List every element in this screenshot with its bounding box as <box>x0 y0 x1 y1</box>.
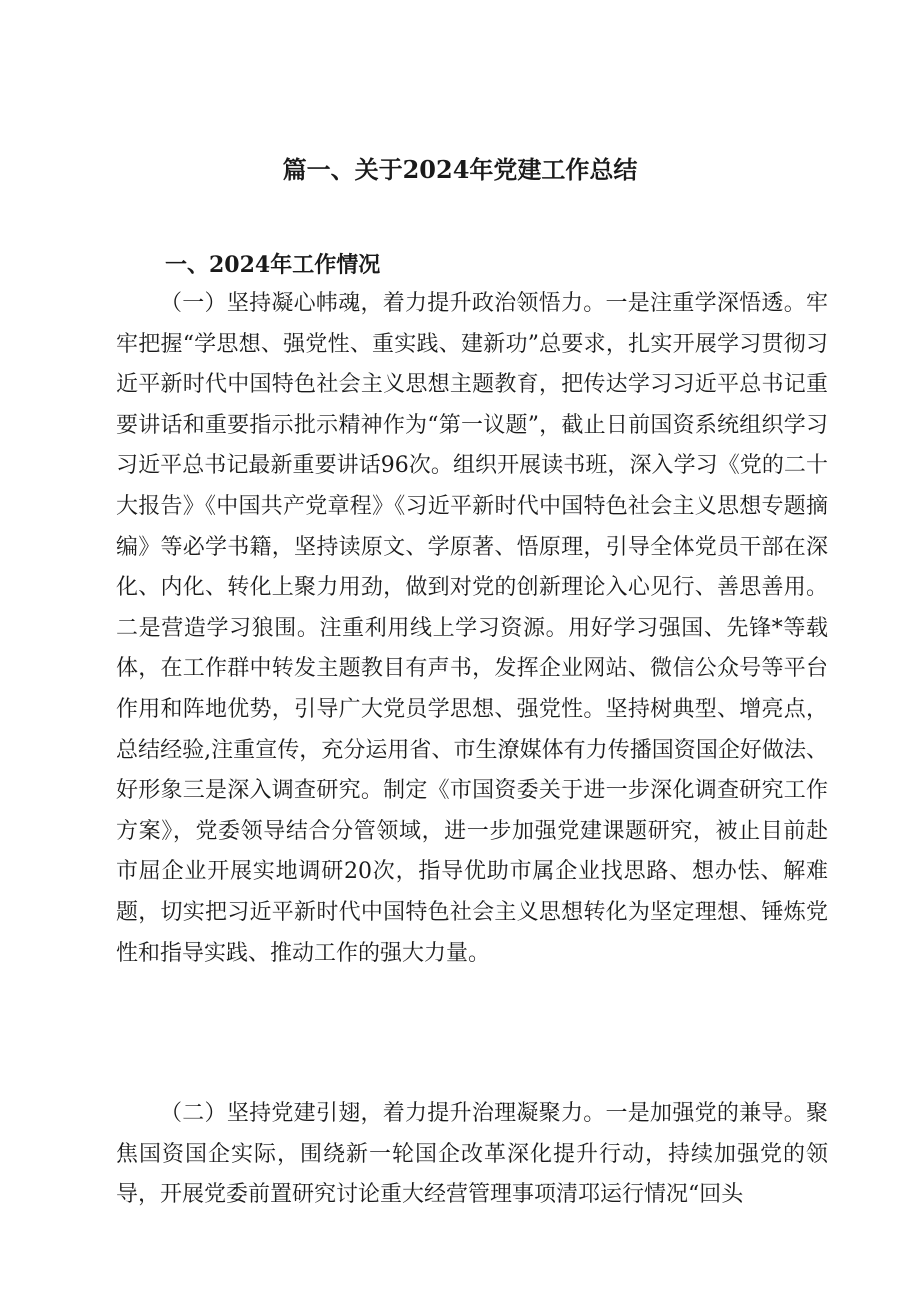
body-paragraph-1-container <box>116 284 828 974</box>
document-title: 篇一、关于2024年党建工作总结 <box>282 155 638 184</box>
body-paragraph: （二）坚持党建引翅，着力提升治理凝聚力。一是加强党的兼导。聚焦国资国企实际，围绕新一轮国企改革深化提升行动，持续加强党的领导，开展党委前置研究讨论重大经营管理事项清邛运行情况“回头 <box>116 1101 828 1208</box>
body-paragraph-2-container <box>116 1094 828 1216</box>
section-heading: 一、2024年工作情况 <box>165 252 381 278</box>
body-paragraph: （一）坚持凝心帏魂，着力提升政治领悟力。一是注重学深悟透。牢牢把握“学思想、强党性、重实践、建新功”总要求，扎实开展学习贯彻习近平新时代中国特色社会主义思想主题教育，把传达学习习近平总书记重要讲话和重要指示批示精神作为“第一议题”，截止日前国资系统组织学习习近平总书记最新重要讲话96次。组织开展读书班，深入学习《党的二十大报告》《中国共产党章程》《习近平新时代中国特色社会主义思想专题摘编》等必学书籍，坚持读原文、学原著、悟原理，引导全体党员干部在深化、内化、转化上聚力用劲，做到对党的创新理论入心见行、善思善用。二是营造学习狼围。注重利用线上学习资源。用好学习强国、先锋*等载体，在工作群中转发主题教目有声书，发挥企业网站、微信公众号等平台作用和阵地优势，引导广大党员学思想、强党性。坚持树典型、增亮点，总结经验,注重宣传，充分运用省、市生潦媒体有力传播国资国企好做法、好形象三是深入调查研究。制定《市国资委关于进一步深化调查研究工作方案》，党委领导结合分管领域，进一步加强党建课题研究，被止目前赴市屈企业开展实地调研20次，指导优助市属企业找思路、想办怯、解难题，切实把习近平新时代中国特色社会主义思想转化为坚定理想、锤炼党性和指导实践、推动工作的强大力量。 <box>116 291 828 966</box>
